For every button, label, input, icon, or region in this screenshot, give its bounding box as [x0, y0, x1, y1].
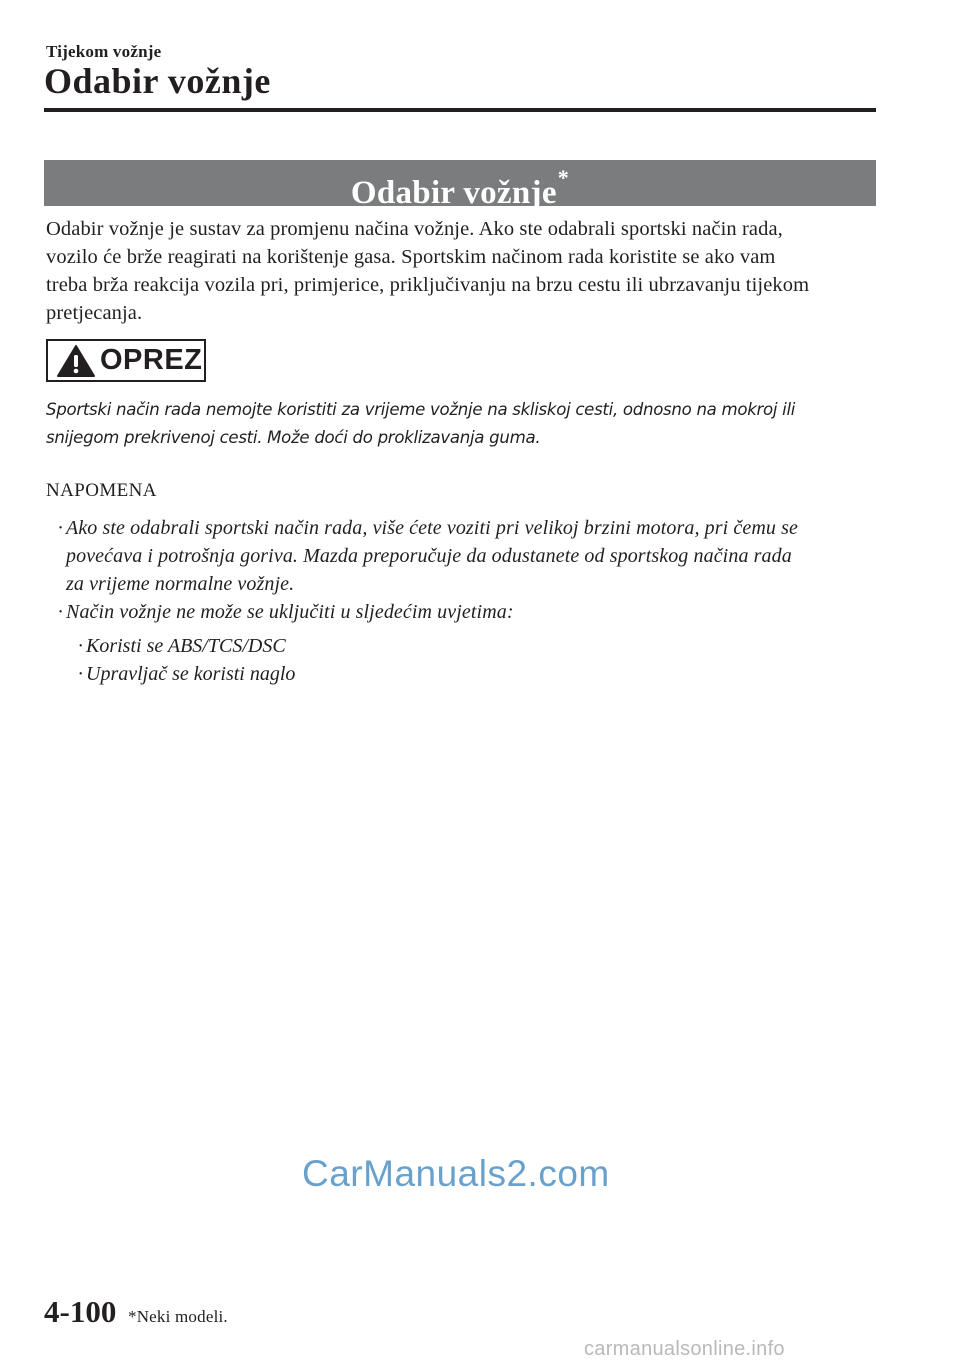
intro-line: Odabir vožnje je sustav za promjenu načina vožnje. Ako ste odabrali sportski način rada,	[46, 218, 783, 240]
note-line: za vrijeme normalne vožnje.	[66, 573, 295, 595]
header-divider	[44, 108, 876, 112]
page-title: Odabir vožnje	[44, 61, 271, 101]
intro-line: vozilo će brže reagirati na korištenje gasa. Sportskim načinom rada koristite se ako vam	[46, 246, 776, 268]
section-title-banner	[44, 160, 876, 211]
caution-label: OPREZ	[100, 344, 203, 376]
subitem-text: Upravljač se koristi naglo	[86, 663, 296, 685]
note-line: Način vožnje ne može se uključiti u sljedećim uvjetima:	[66, 601, 514, 623]
caution-badge	[46, 339, 206, 382]
bullet-icon: ·	[57, 517, 64, 539]
breadcrumb: Tijekom vožnje	[46, 42, 162, 61]
caution-text	[46, 396, 886, 452]
caution-line: snijegom prekrivenoj cesti. Može doći do proklizavanja guma.	[46, 428, 541, 447]
intro-paragraph	[46, 215, 881, 327]
caution-line: Sportski način rada nemojte koristiti za vrijeme vožnje na skliskoj cesti, odnosno na mokroj ili	[46, 400, 796, 419]
site-watermark: carmanualsonline.info	[584, 1338, 785, 1360]
subitem-text: Koristi se ABS/TCS/DSC	[86, 635, 286, 657]
note-item	[46, 514, 886, 598]
note-heading: NAPOMENA	[46, 480, 157, 501]
page-number: 4-100	[44, 1294, 117, 1329]
warning-triangle-icon	[56, 344, 96, 378]
bullet-icon: ·	[57, 601, 64, 623]
watermark: CarManuals2.com	[302, 1153, 610, 1194]
note-line: povećava i potrošnja goriva. Mazda preporučuje da odustanete od sportskog načina rada	[66, 545, 792, 567]
bullet-icon: ·	[77, 663, 84, 685]
note-subitem	[66, 660, 766, 688]
intro-line: treba brža reakcija vozila pri, primjerice, priključivanju na brzu cestu ili ubrzavanju tijekom	[46, 274, 810, 296]
note-item	[46, 598, 886, 626]
note-line: Ako ste odabrali sportski način rada, više ćete voziti pri velikoj brzini motora, pri čemu se	[66, 517, 798, 539]
footnote: *Neki modeli.	[128, 1307, 228, 1326]
intro-line: pretjecanja.	[46, 302, 143, 324]
footnote-marker: *	[557, 165, 570, 190]
bullet-icon: ·	[77, 635, 84, 657]
section-title: Odabir vožnje	[350, 175, 557, 211]
note-subitem	[66, 632, 766, 660]
